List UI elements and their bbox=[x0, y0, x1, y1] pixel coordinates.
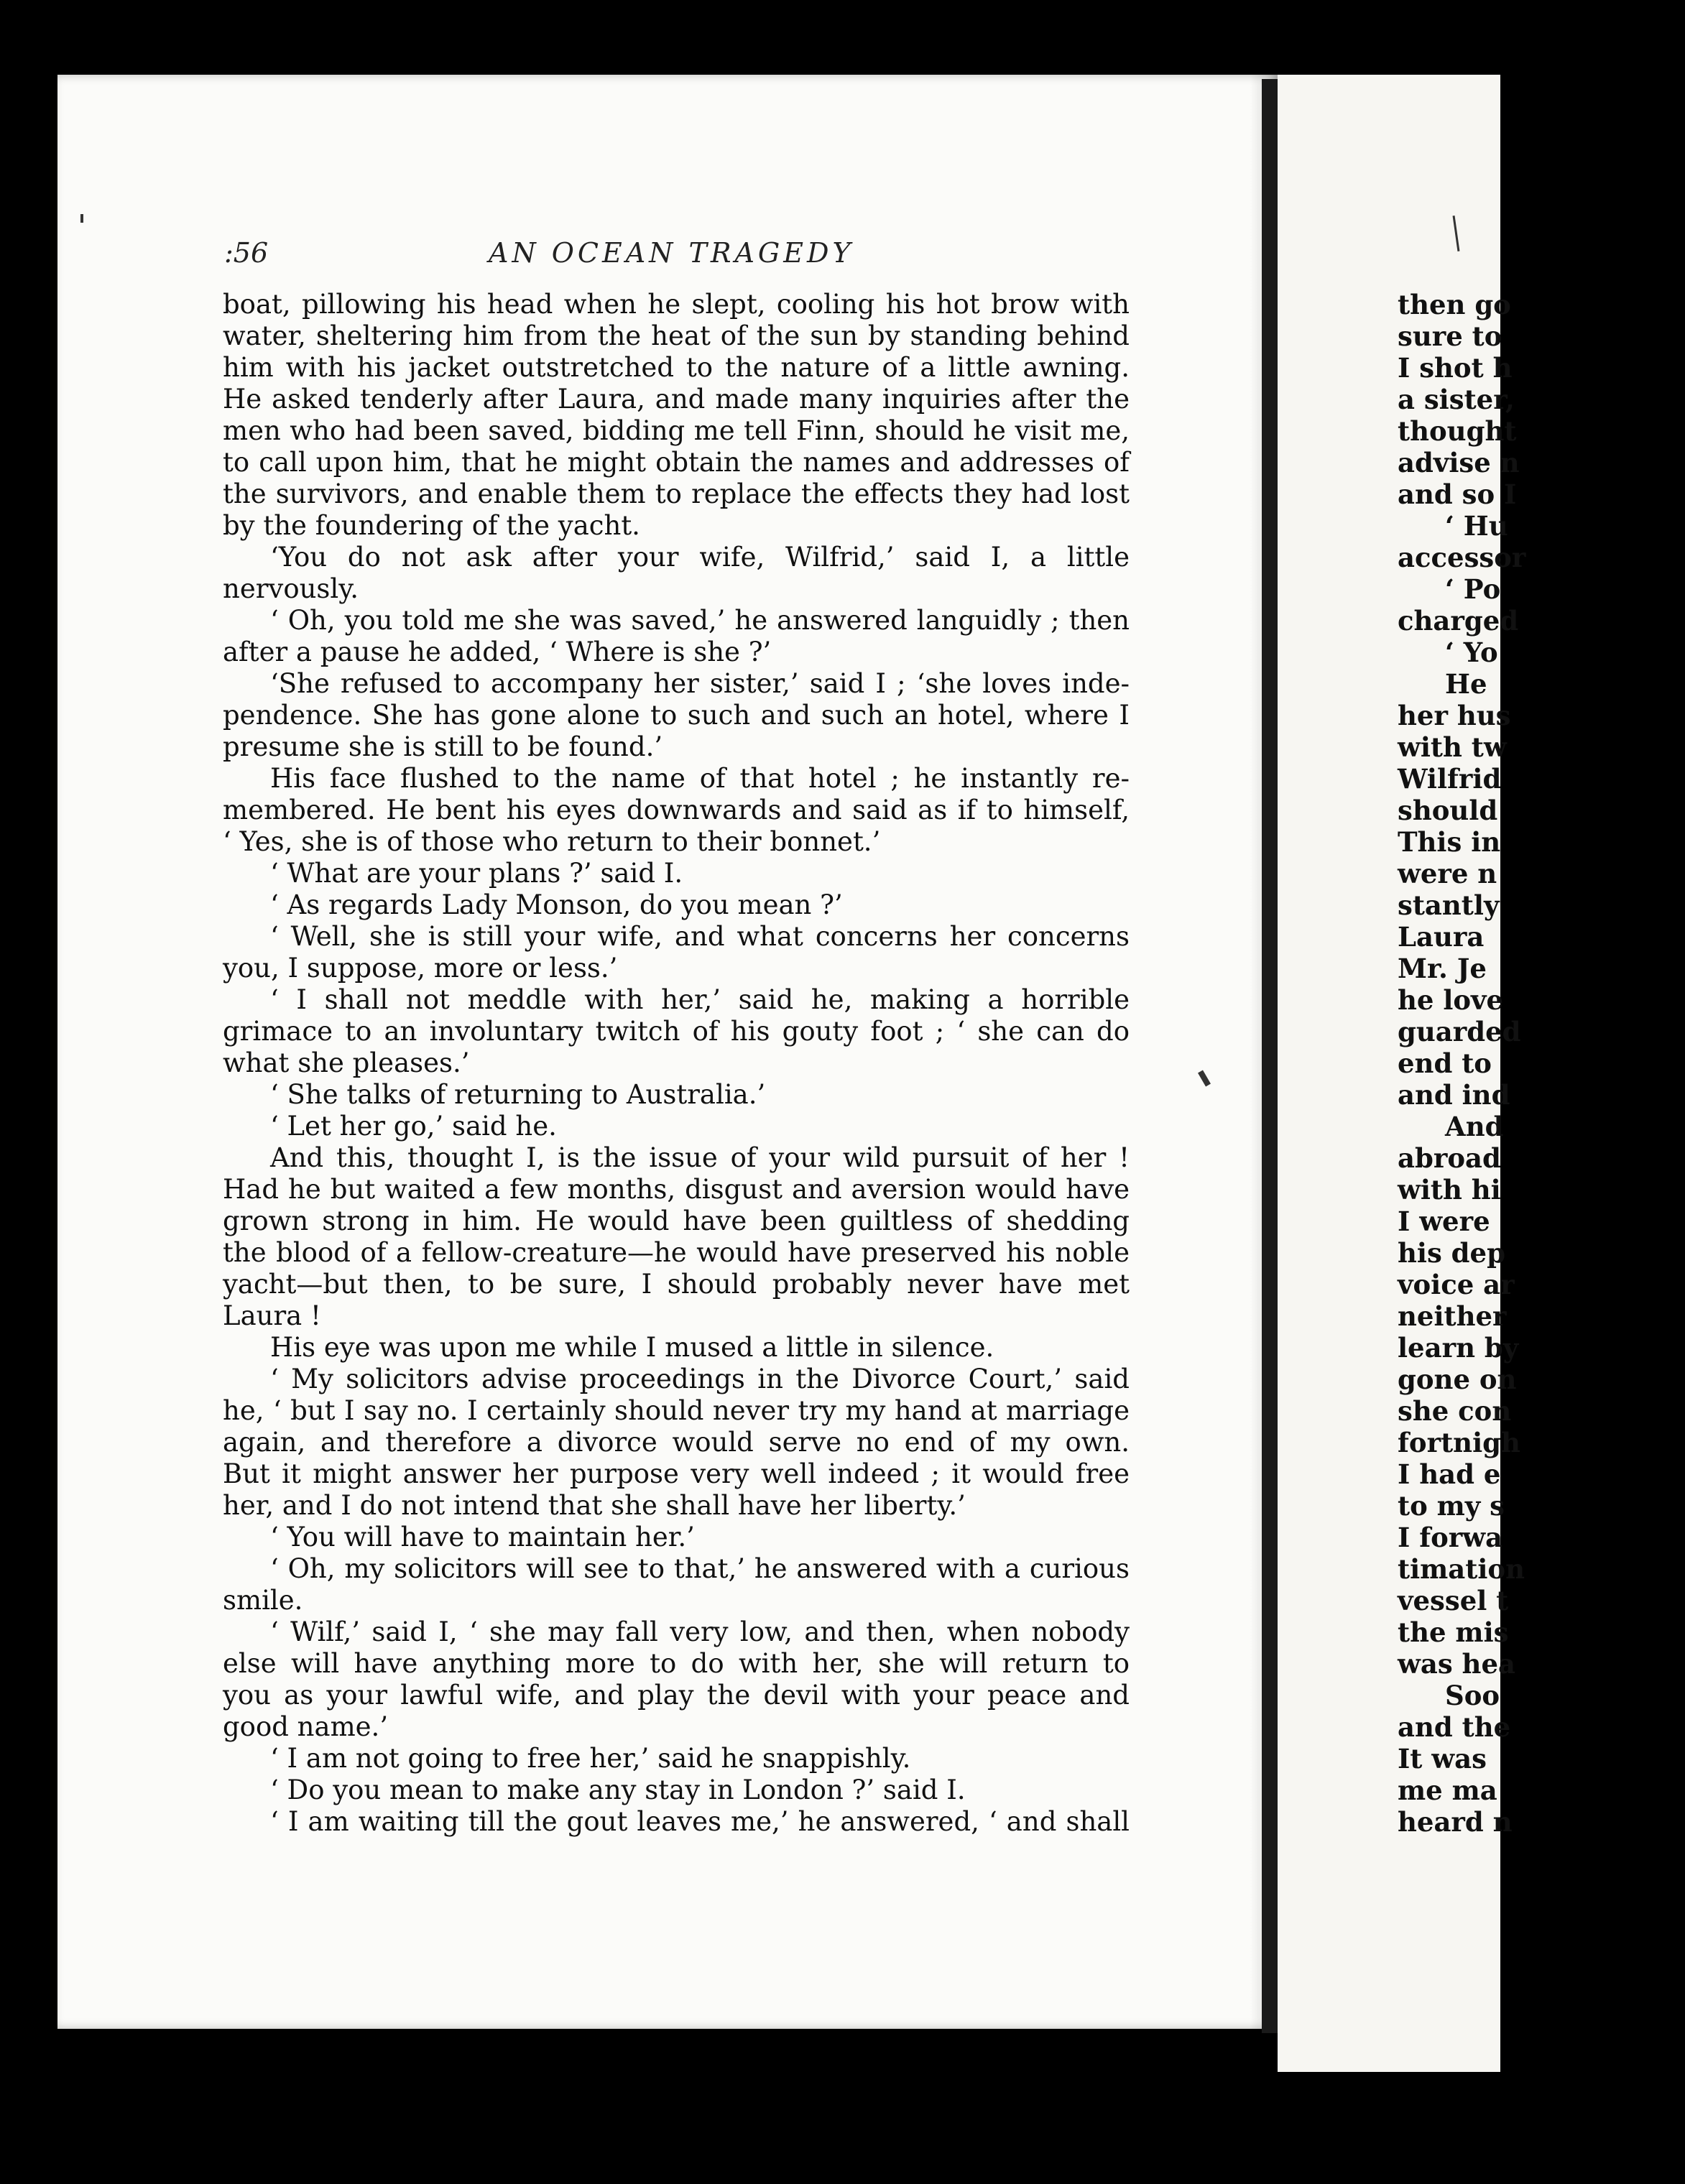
text-line: good name.’ bbox=[223, 1711, 389, 1742]
text-line-fragment: she con bbox=[1398, 1395, 1512, 1427]
text-line: ‘ Let her go,’ said he. bbox=[270, 1111, 557, 1142]
text-line-fragment: vessel t bbox=[1398, 1585, 1509, 1616]
text-line: you, I suppose, more or less.’ bbox=[223, 953, 618, 984]
book-gutter bbox=[1262, 79, 1278, 2033]
text-line: ‘You do not ask after your wife, Wilfrid,’ said I, a little bbox=[270, 542, 1130, 573]
text-line-fragment: with hi bbox=[1398, 1174, 1501, 1206]
text-line-fragment: ‘ Hu bbox=[1445, 510, 1508, 542]
text-line-fragment: thought bbox=[1398, 415, 1517, 447]
text-line: Had he but waited a few months, disgust and aversion would have bbox=[223, 1174, 1130, 1205]
text-line: him with his jacket outstretched to the nature of a little awning. bbox=[223, 352, 1130, 383]
text-line-fragment: He bbox=[1445, 668, 1487, 700]
text-line: membered. He bent his eyes downwards and said as if to himself, bbox=[223, 795, 1130, 825]
text-line: the survivors, and enable them to replace the effects they had lost bbox=[223, 478, 1130, 509]
text-line-fragment: the mis bbox=[1398, 1616, 1509, 1648]
text-line: ‘ Do you mean to make any stay in London ?’ said I. bbox=[270, 1774, 966, 1805]
text-line: you as your lawful wife, and play the devil with your peace and bbox=[223, 1680, 1130, 1711]
text-line: He asked tenderly after Laura, and made many inquiries after the bbox=[223, 384, 1130, 415]
text-line: ‘ I am waiting till the gout leaves me,’ he answered, ‘ and shall bbox=[270, 1806, 1130, 1837]
text-line-fragment: and the bbox=[1398, 1711, 1511, 1743]
text-line: ‘ What are your plans ?’ said I. bbox=[270, 858, 683, 889]
text-line: ‘ My solicitors advise proceedings in the Divorce Court,’ said bbox=[270, 1364, 1130, 1394]
text-line-fragment: Laura bbox=[1398, 921, 1485, 953]
text-line-fragment: Mr. Je bbox=[1398, 953, 1487, 984]
text-line-fragment: This in bbox=[1398, 826, 1501, 858]
text-line-fragment: should bbox=[1398, 795, 1498, 826]
text-line-fragment: me ma bbox=[1398, 1774, 1497, 1806]
text-line: His eye was upon me while I mused a little in silence. bbox=[270, 1332, 994, 1363]
text-line-fragment: neither bbox=[1398, 1300, 1507, 1332]
text-line: ‘ Well, she is still your wife, and what concerns her concerns bbox=[270, 921, 1130, 952]
text-line: ‘ Wilf,’ said I, ‘ she may fall very low, and then, when nobody bbox=[270, 1616, 1130, 1647]
text-line-fragment: ‘ Po bbox=[1445, 573, 1501, 605]
text-line-fragment: to my s bbox=[1398, 1490, 1505, 1522]
text-line-fragment: learn by bbox=[1398, 1332, 1519, 1364]
text-line-fragment: I had e bbox=[1398, 1458, 1501, 1490]
text-line: grimace to an involuntary twitch of his gouty foot ; ‘ she can do bbox=[223, 1016, 1130, 1047]
text-line-fragment: end to bbox=[1398, 1047, 1492, 1079]
text-line: nervously. bbox=[223, 573, 359, 604]
text-line: her, and I do not intend that she shall have her liberty.’ bbox=[223, 1490, 966, 1521]
text-line-fragment: I were bbox=[1398, 1206, 1490, 1237]
text-line-fragment: voice ar bbox=[1398, 1269, 1515, 1300]
text-line-fragment: guarded bbox=[1398, 1016, 1521, 1047]
text-line-fragment: his dep bbox=[1398, 1237, 1505, 1269]
text-line-fragment: were n bbox=[1398, 858, 1497, 889]
text-line-fragment: Wilfrid bbox=[1398, 763, 1502, 795]
left-page-body-text bbox=[223, 289, 1130, 1838]
page-header bbox=[224, 237, 1158, 280]
text-line-fragment: was hea bbox=[1398, 1648, 1515, 1680]
text-line: ‘ I shall not meddle with her,’ said he, making a horrible bbox=[270, 984, 1130, 1015]
text-line-fragment: abroad bbox=[1398, 1142, 1501, 1174]
text-line: And this, thought I, is the issue of your wild pursuit of her ! bbox=[270, 1142, 1130, 1173]
text-line-fragment: and ind bbox=[1398, 1079, 1510, 1111]
text-line: ‘ Oh, you told me she was saved,’ he answered languidly ; then bbox=[270, 605, 1130, 636]
text-line-fragment: accessor bbox=[1398, 542, 1526, 573]
text-line: presume she is still to be found.’ bbox=[223, 731, 663, 762]
text-line-fragment: a sister, bbox=[1398, 384, 1515, 415]
text-line-fragment: heard n bbox=[1398, 1806, 1513, 1838]
text-line: smile. bbox=[223, 1585, 303, 1616]
text-line: men who had been saved, bidding me tell Finn, should he visit me, bbox=[223, 415, 1130, 446]
text-line-fragment: charged bbox=[1398, 605, 1519, 637]
text-line: ‘ You will have to maintain her.’ bbox=[270, 1522, 695, 1553]
text-line: Laura ! bbox=[223, 1300, 321, 1331]
text-line: ‘ Oh, my solicitors will see to that,’ he answered with a curious bbox=[270, 1553, 1130, 1584]
text-line-fragment: ‘ Yo bbox=[1445, 637, 1498, 668]
text-line-fragment: with tw bbox=[1398, 731, 1507, 763]
text-line: to call upon him, that he might obtain the names and addresses of bbox=[223, 447, 1130, 478]
right-page-body-text bbox=[1398, 289, 1685, 1838]
scan-speck bbox=[80, 214, 83, 223]
text-line-fragment: her hus bbox=[1398, 700, 1511, 731]
text-line: boat, pillowing his head when he slept, cooling his hot brow with bbox=[223, 289, 1130, 320]
text-line: the blood of a fellow-creature—he would have preserved his noble bbox=[223, 1237, 1130, 1268]
text-line: again, and therefore a divorce would serve no end of my own. bbox=[223, 1427, 1130, 1458]
text-line-fragment: gone on bbox=[1398, 1364, 1517, 1395]
text-line: water, sheltering him from the heat of the sun by standing behind bbox=[223, 320, 1130, 351]
text-line-fragment: stantly bbox=[1398, 889, 1500, 921]
text-line: ‘ I am not going to free her,’ said he snappishly. bbox=[270, 1743, 911, 1774]
running-title: AN OCEAN TRAGEDY bbox=[489, 237, 854, 269]
text-line: he, ‘ but I say no. I certainly should never try my hand at marriage bbox=[223, 1395, 1130, 1426]
text-line-fragment: he love bbox=[1398, 984, 1504, 1016]
page-number: :56 bbox=[224, 237, 269, 269]
text-line: yacht—but then, to be sure, I should probably never have met bbox=[223, 1269, 1130, 1300]
text-line: after a pause he added, ‘ Where is she ?’ bbox=[223, 637, 772, 667]
text-line: grown strong in him. He would have been guiltless of shedding bbox=[223, 1206, 1130, 1236]
text-line: what she pleases.’ bbox=[223, 1047, 470, 1078]
text-line-fragment: I shot h bbox=[1398, 352, 1513, 384]
text-line-fragment: sure to bbox=[1398, 320, 1502, 352]
text-line-fragment: I forwa bbox=[1398, 1522, 1503, 1553]
text-line: ‘ As regards Lady Monson, do you mean ?’ bbox=[270, 889, 843, 920]
text-line: ‘ Yes, she is of those who return to their bonnet.’ bbox=[223, 826, 881, 857]
text-line: But it might answer her purpose very well indeed ; it would free bbox=[223, 1458, 1130, 1489]
text-line-fragment: then go bbox=[1398, 289, 1511, 320]
text-line-fragment: It was bbox=[1398, 1743, 1487, 1774]
text-line: ‘She refused to accompany her sister,’ said I ; ‘she loves inde- bbox=[270, 668, 1130, 699]
text-line: pendence. She has gone alone to such and such an hotel, where I bbox=[223, 700, 1130, 731]
text-line-fragment: advise n bbox=[1398, 447, 1520, 478]
text-line-fragment: timation bbox=[1398, 1553, 1525, 1585]
text-line-fragment: And bbox=[1445, 1111, 1504, 1142]
text-line: His face flushed to the name of that hotel ; he instantly re- bbox=[270, 763, 1130, 794]
text-line: else will have anything more to do with her, she will return to bbox=[223, 1648, 1130, 1679]
text-line-fragment: fortnigh bbox=[1398, 1427, 1520, 1458]
text-line: by the foundering of the yacht. bbox=[223, 510, 640, 541]
text-line-fragment: Soo bbox=[1445, 1680, 1500, 1711]
text-line: ‘ She talks of returning to Australia.’ bbox=[270, 1079, 766, 1110]
text-line-fragment: and so I bbox=[1398, 478, 1517, 510]
